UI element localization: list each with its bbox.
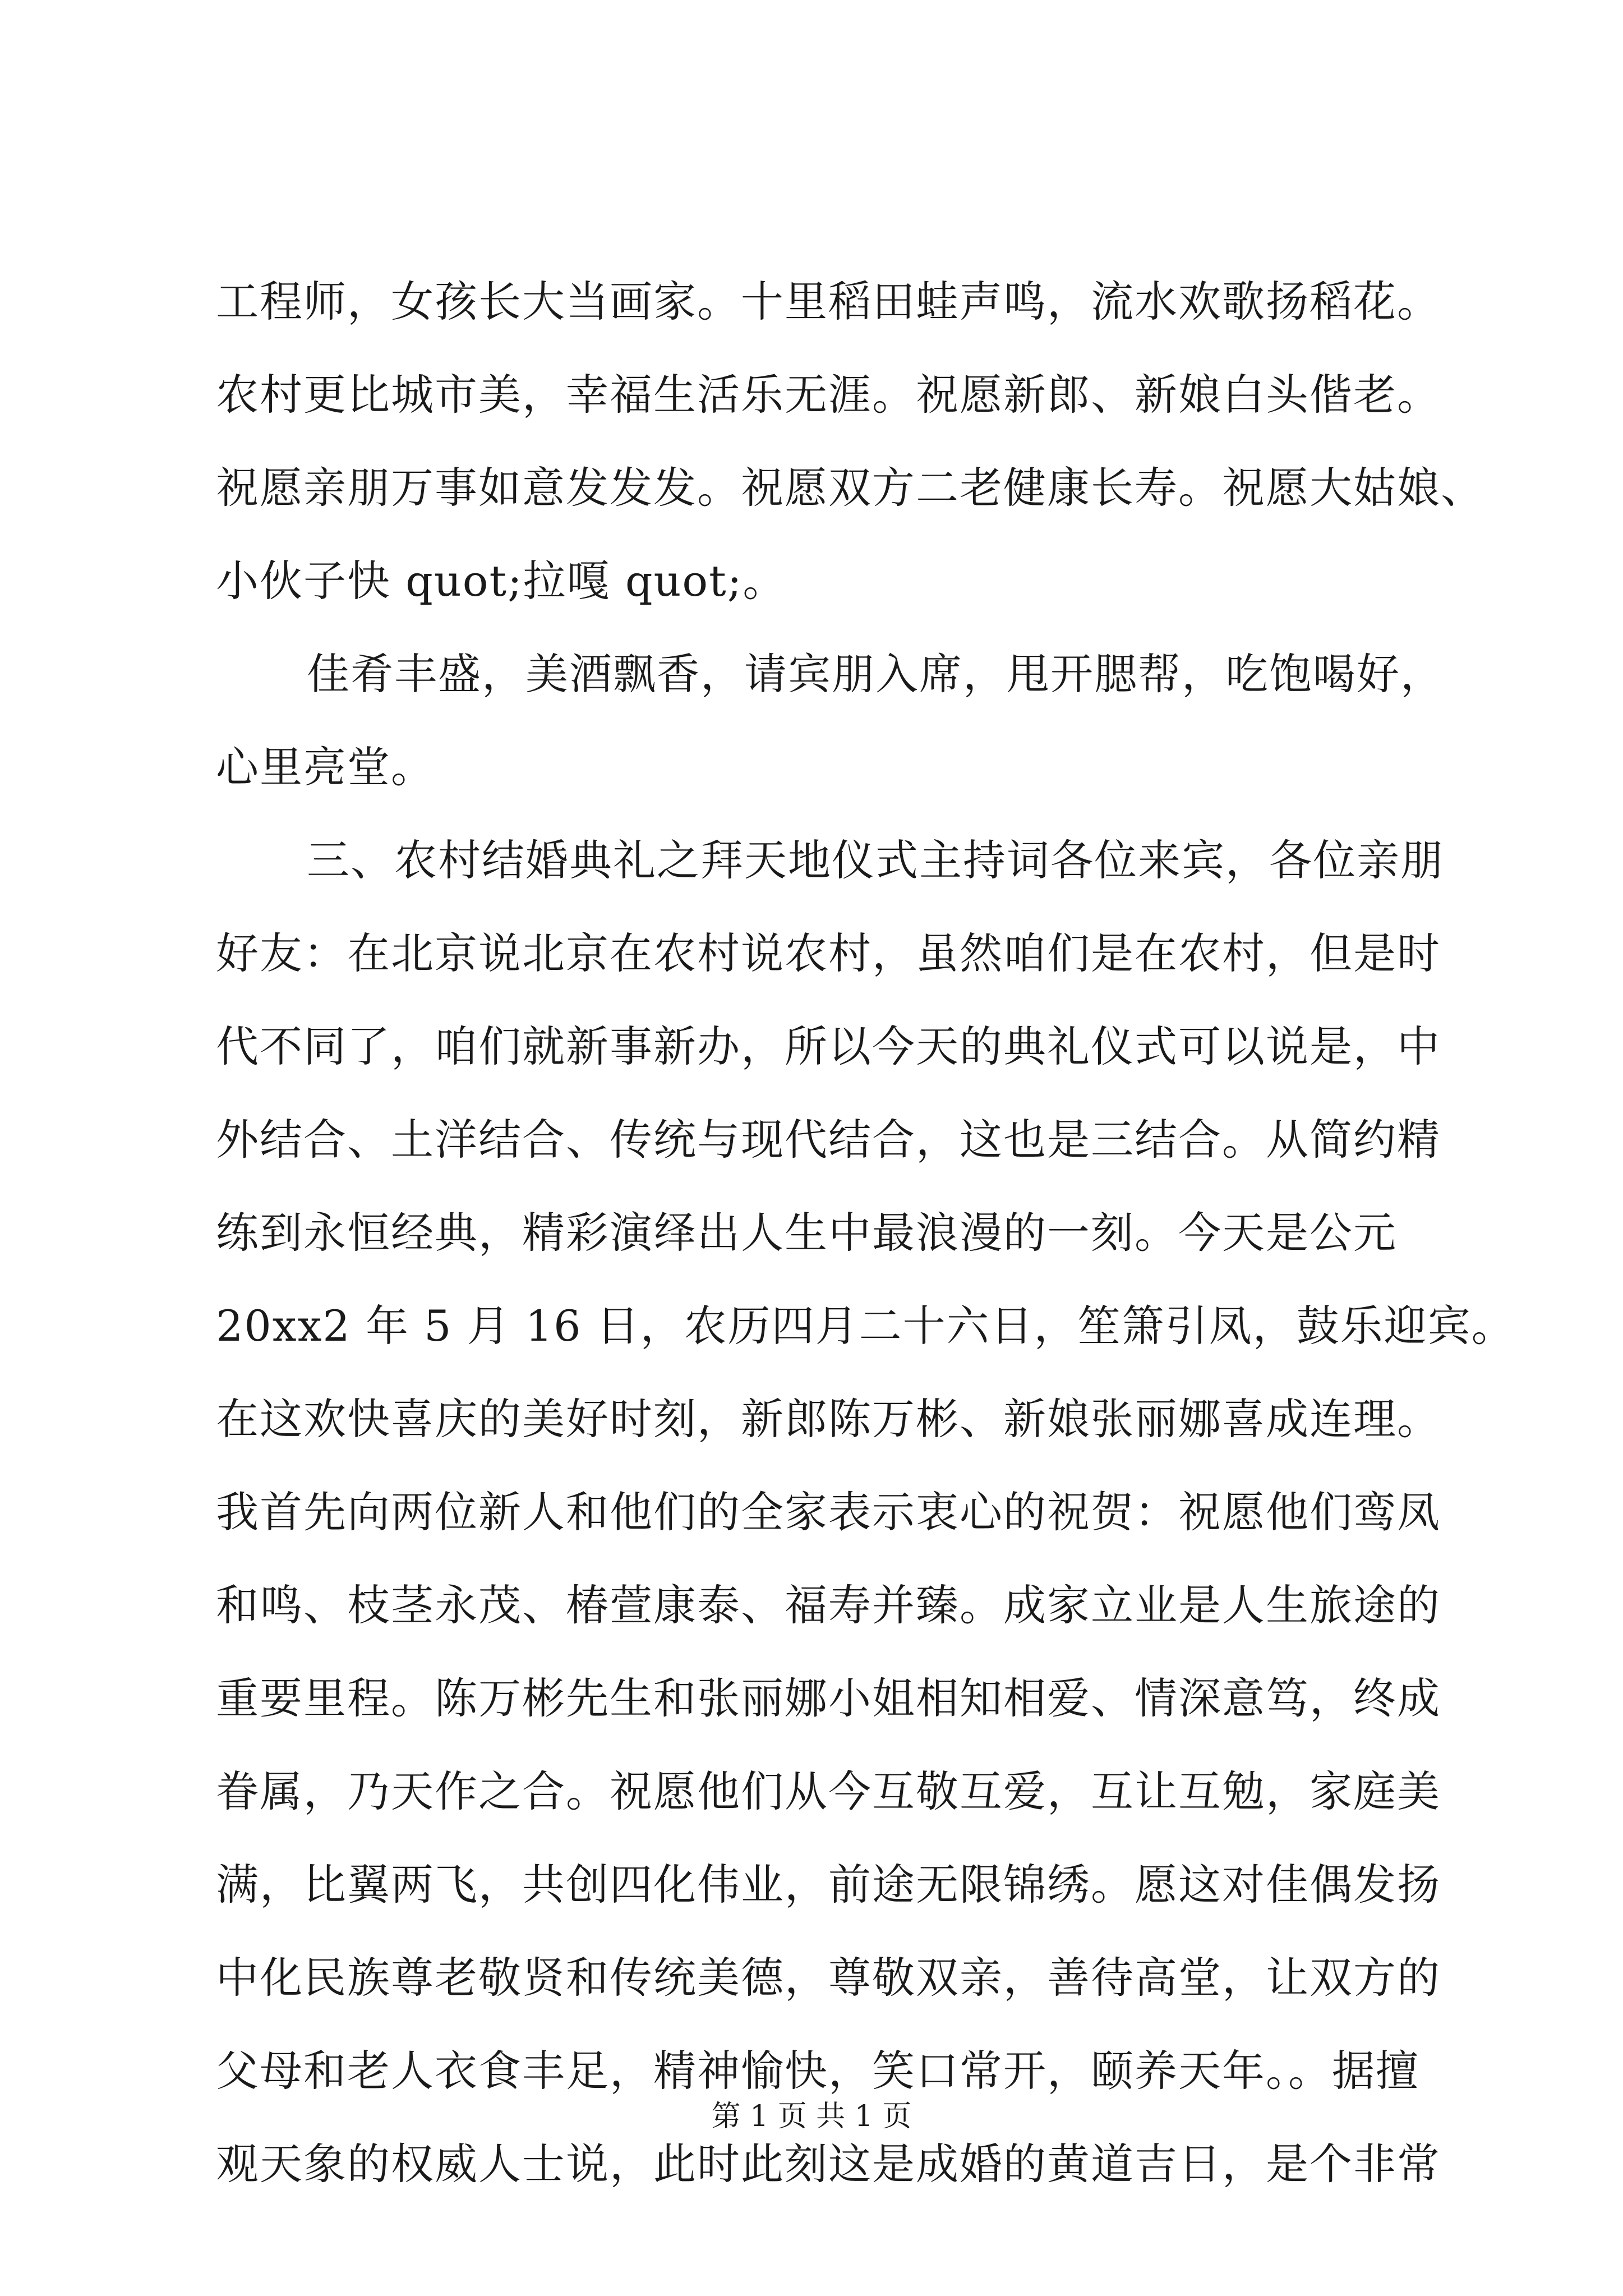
paragraph <box>216 814 1515 2211</box>
text-line: 和鸣、枝茎永茂、椿萱康泰、福寿并臻。成家立业是人生旅途的 <box>216 1580 1441 1630</box>
text-line: 工程师，女孩长大当画家。十里稻田蛙声鸣，流水欢歌扬稻花。 <box>216 277 1441 326</box>
text-line: 重要里程。陈万彬先生和张丽娜小姐相知相爱、情深意笃，终成 <box>216 1673 1441 1723</box>
text-line: 心里亮堂。 <box>216 742 435 792</box>
text-line: 小伙子快 quot;拉嘎 quot;。 <box>216 556 787 606</box>
text-line: 练到永恒经典，精彩演绎出人生中最浪漫的一刻。今天是公元 <box>216 1208 1397 1258</box>
paragraph <box>216 255 1484 628</box>
text-line: 中化民族尊老敬贤和传统美德，尊敬双亲，善待高堂，让双方的 <box>216 1953 1441 2003</box>
paragraph <box>216 628 1444 814</box>
text-line: 外结合、土洋结合、传统与现代结合，这也是三结合。从简约精 <box>216 1115 1441 1165</box>
text-line: 父母和老人衣食丰足，精神愉快，笑口常开，颐养天年。。据擅 <box>216 2046 1419 2096</box>
document-body <box>216 255 1515 2211</box>
text-line: 20xx2 年 5 月 16 日，农历四月二十六日，笙箫引凤，鼓乐迎宾。 <box>216 1301 1515 1351</box>
text-line: 祝愿亲朋万事如意发发发。祝愿双方二老健康长寿。祝愿大姑娘、 <box>216 463 1484 513</box>
text-line: 代不同了，咱们就新事新办，所以今天的典礼仪式可以说是，中 <box>216 1022 1441 1071</box>
text-line: 佳肴丰盛，美酒飘香，请宾朋入席，甩开腮帮，吃饱喝好， <box>307 649 1444 699</box>
text-line: 眷属，乃天作之合。祝愿他们从今互敬互爱，互让互勉，家庭美 <box>216 1766 1441 1816</box>
page-footer <box>0 2097 1623 2136</box>
text-line: 在这欢快喜庆的美好时刻，新郎陈万彬、新娘张丽娜喜成连理。 <box>216 1394 1441 1444</box>
text-line: 农村更比城市美，幸福生活乐无涯。祝愿新郎、新娘白头偕老。 <box>216 370 1441 420</box>
text-line: 满，比翼两飞，共创四化伟业，前途无限锦绣。愿这对佳偶发扬 <box>216 1860 1441 1910</box>
page-number: 第 1 页 共 1 页 <box>711 2100 912 2133</box>
text-line: 好友：在北京说北京在农村说农村，虽然咱们是在农村，但是时 <box>216 928 1441 978</box>
text-line: 我首先向两位新人和他们的全家表示衷心的祝贺：祝愿他们鸾凤 <box>216 1487 1441 1537</box>
text-line: 三、农村结婚典礼之拜天地仪式主持词各位来宾，各位亲朋 <box>307 835 1444 885</box>
text-line: 观天象的权威人士说，此时此刻这是成婚的黄道吉日，是个非常 <box>216 2139 1441 2189</box>
